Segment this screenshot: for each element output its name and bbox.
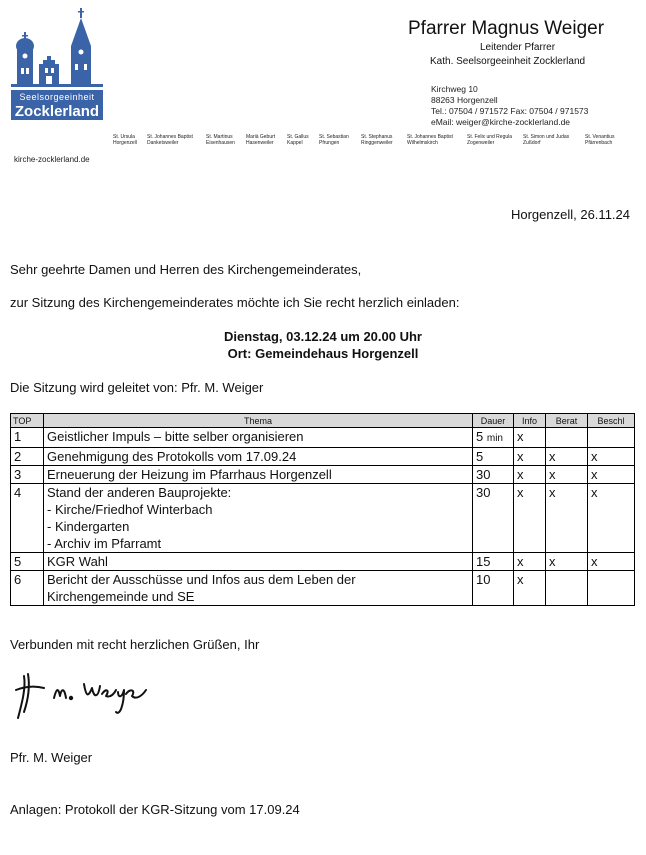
info-mark: x	[514, 466, 546, 484]
topic: Erneuerung der Heizung im Pfarrhaus Horgenzell	[44, 466, 473, 484]
chair-text: Die Sitzung wird geleitet von: Pfr. M. Weiger	[10, 380, 264, 395]
sender-role: Leitender Pfarrer	[480, 42, 556, 53]
parish-item: Mariä Geburt Hasenweiler	[246, 134, 276, 146]
logo-line1: Seelsorgeeinheit	[19, 92, 95, 102]
meeting-place: Ort: Gemeindehaus Horgenzell	[227, 346, 419, 361]
parish-item: St. Ursula Horgenzell	[113, 134, 137, 146]
berat-mark	[546, 571, 588, 606]
parish-item: St. Stephanus Ringgenweiler	[361, 134, 393, 146]
info-mark: x	[514, 484, 546, 553]
berat-mark: x	[546, 553, 588, 571]
sender-phone: Tel.: 07504 / 971572 Fax: 07504 / 971573	[431, 106, 589, 116]
table-row	[11, 448, 635, 466]
duration: 10	[473, 571, 514, 606]
parish-list	[113, 134, 643, 154]
table-header-row	[11, 414, 635, 428]
top-number: 4	[11, 484, 44, 553]
table-row	[11, 466, 635, 484]
church-logo	[11, 8, 103, 120]
attachments-text: Anlagen: Protokoll der KGR-Sitzung vom 17.09.24	[10, 802, 300, 817]
signature-name: Pfr. M. Weiger	[10, 750, 93, 765]
topic: KGR Wahl	[44, 553, 473, 571]
logo-line2: Zocklerland	[14, 103, 100, 120]
table-row	[11, 484, 635, 553]
handwritten-signature	[14, 668, 154, 730]
parish-item: St. Sebastian Pfrungen	[319, 134, 349, 146]
header-info: Info	[514, 414, 546, 428]
top-number: 1	[11, 428, 44, 448]
topic: Genehmigung des Protokolls vom 17.09.24	[44, 448, 473, 466]
agenda-table	[10, 413, 635, 606]
top-number: 5	[11, 553, 44, 571]
parish-item: St. Johannes Baptist Wilhelmskirch	[407, 134, 453, 146]
info-mark: x	[514, 553, 546, 571]
header-beschl: Beschl	[588, 414, 635, 428]
sender-city: 88263 Horgenzell	[431, 95, 498, 105]
parish-item: St. Venantius Pfärrenbach	[585, 134, 615, 146]
header-dauer: Dauer	[473, 414, 514, 428]
info-mark: x	[514, 448, 546, 466]
letter-date: Horgenzell, 26.11.24	[510, 207, 630, 222]
berat-mark	[546, 428, 588, 448]
intro-text: zur Sitzung des Kirchengemeinderates möchte ich Sie recht herzlich einladen:	[10, 295, 460, 310]
header-berat: Berat	[546, 414, 588, 428]
beschl-mark: x	[588, 448, 635, 466]
sender-name: Pfarrer Magnus Weiger	[408, 18, 605, 39]
meeting-date: Dienstag, 03.12.24 um 20.00 Uhr	[224, 329, 422, 344]
top-number: 2	[11, 448, 44, 466]
info-mark: x	[514, 428, 546, 448]
header-top: TOP	[11, 414, 44, 428]
salutation: Sehr geehrte Damen und Herren des Kirchengemeinderates,	[10, 262, 362, 277]
table-row	[11, 553, 635, 571]
closing-text: Verbunden mit recht herzlichen Grüßen, Ihr	[10, 637, 260, 652]
top-number: 6	[11, 571, 44, 606]
info-mark: x	[514, 571, 546, 606]
topic: Bericht der Ausschüsse und Infos aus dem Leben der Kirchengemeinde und SE	[44, 571, 473, 606]
logo-url: kirche-zocklerland.de	[14, 155, 90, 164]
berat-mark: x	[546, 484, 588, 553]
table-row	[11, 428, 635, 448]
sender-street: Kirchweg 10	[431, 84, 478, 94]
beschl-mark: x	[588, 484, 635, 553]
beschl-mark	[588, 428, 635, 448]
beschl-mark: x	[588, 553, 635, 571]
parish-item: St. Martinus Eisenhausen	[206, 134, 235, 146]
parish-item: St. Simon und Judas Zußdorf	[523, 134, 570, 146]
beschl-mark: x	[588, 466, 635, 484]
top-number: 3	[11, 466, 44, 484]
berat-mark: x	[546, 466, 588, 484]
duration: 30	[473, 466, 514, 484]
topic: Stand der anderen Bauprojekte: - Kirche/Friedhof Winterbach - Kindergarten - Archiv im Pfarramt	[44, 484, 473, 553]
duration: 5	[473, 448, 514, 466]
duration: 5 min	[473, 428, 514, 448]
parish-item: St. Felix und Regula Zogenweiler	[467, 134, 513, 146]
sender-org: Kath. Seelsorgeeinheit Zocklerland	[430, 56, 586, 67]
topic: Geistlicher Impuls – bitte selber organisieren	[44, 428, 473, 448]
header-thema: Thema	[44, 414, 473, 428]
beschl-mark	[588, 571, 635, 606]
duration: 30	[473, 484, 514, 553]
table-row	[11, 571, 635, 606]
duration: 15	[473, 553, 514, 571]
berat-mark: x	[546, 448, 588, 466]
parish-item: St. Gallus Kappel	[287, 134, 309, 146]
sender-email: eMail: weiger@kirche-zocklerland.de	[431, 117, 571, 127]
parish-item: St. Johannes Baptist Danketsweiler	[147, 134, 193, 146]
